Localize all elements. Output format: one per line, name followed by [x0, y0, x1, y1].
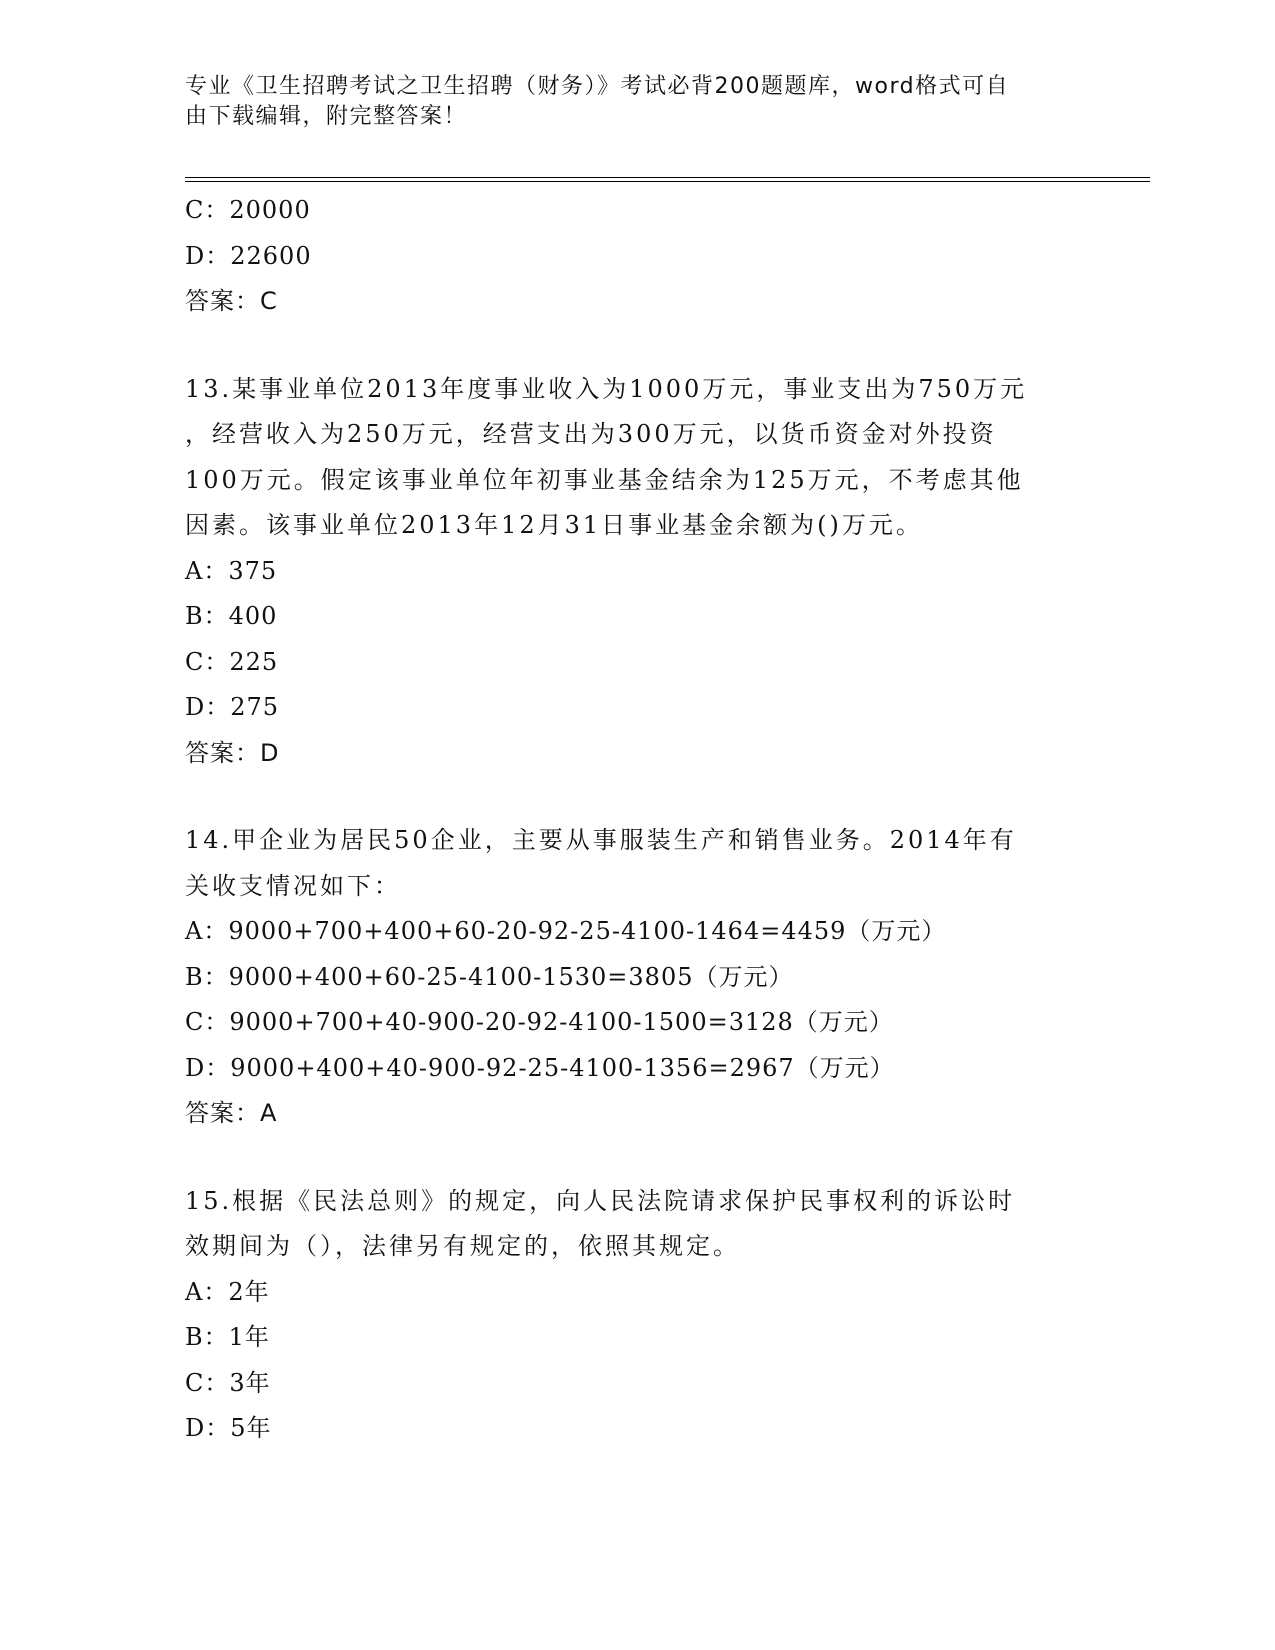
question-text-line: 14.甲企业为居民50企业，主要从事服装生产和销售业务。2014年有 [185, 826, 1017, 854]
option-c: C：3年 [185, 1368, 271, 1397]
question-14 [185, 818, 1085, 1137]
answer-line: 答案：D [185, 738, 280, 767]
spacer [185, 1137, 1085, 1179]
document-header [185, 72, 1065, 132]
question-text-line: 效期间为（），法律另有规定的，依照其规定。 [185, 1232, 740, 1260]
option-d: D：22600 [185, 241, 312, 270]
option-d: D：5年 [185, 1414, 272, 1442]
header-divider-bottom [185, 181, 1150, 182]
question-13 [185, 367, 1085, 777]
header-line-1: 专业《卫生招聘考试之卫生招聘（财务）》考试必背200题题库，word格式可自 [185, 74, 1010, 99]
question-15 [185, 1179, 1085, 1452]
option-c: C：9000+700+40-900-20-92-4100-1500=3128（万元） [185, 1008, 894, 1036]
option-b: B：1年 [185, 1323, 270, 1351]
option-c: C：225 [185, 647, 279, 676]
question-text-line: 13.某事业单位2013年度事业收入为1000万元，事业支出为750万元 [185, 374, 1028, 403]
header-divider-top [185, 177, 1150, 178]
question-text-line: ，经营收入为250万元，经营支出为300万元，以货币资金对外投资 [185, 420, 997, 448]
question-text-line: 15.根据《民法总则》的规定，向人民法院请求保护民事权利的诉讼时 [185, 1186, 1016, 1215]
question-text-line: 关收支情况如下： [185, 871, 401, 900]
question-text-line: 100万元。假定该事业单位年初事业基金结余为125万元，不考虑其他 [185, 465, 1024, 494]
header-line-2: 由下载编辑，附完整答案！ [185, 104, 468, 129]
option-a: A：2年 [185, 1277, 270, 1306]
option-b: B：400 [185, 602, 278, 630]
question-text-line: 因素。该事业单位2013年12月31日事业基金余额为()万元。 [185, 511, 923, 539]
option-d: D：9000+400+40-900-92-25-4100-1356=2967（万元） [185, 1053, 895, 1082]
option-d: D：275 [185, 693, 280, 721]
option-a: A：9000+700+400+60-20-92-25-4100-1464=4459（万元） [185, 917, 947, 945]
spacer [185, 776, 1085, 818]
answer-line: 答案：C [185, 287, 278, 315]
option-c: C：20000 [185, 196, 311, 224]
document-body [185, 188, 1085, 1452]
option-b: B：9000+400+60-25-4100-1530=3805（万元） [185, 962, 794, 991]
spacer [185, 325, 1085, 367]
answer-line: 答案：A [185, 1099, 278, 1127]
prev-question-block [185, 188, 1085, 325]
option-a: A：375 [185, 556, 278, 585]
